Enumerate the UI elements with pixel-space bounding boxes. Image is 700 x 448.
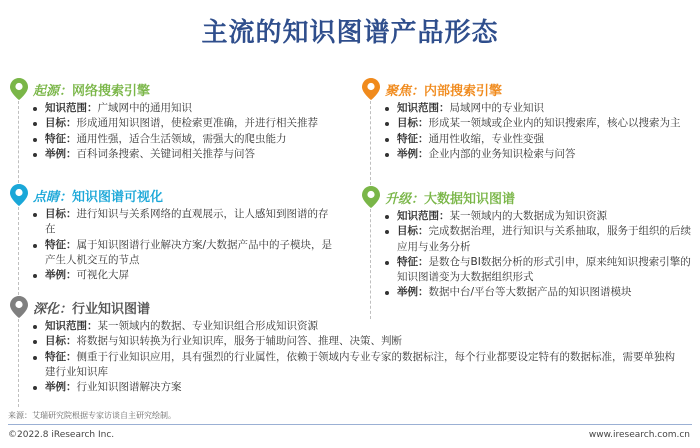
dashed-connector — [370, 101, 371, 185]
item-label: 特征： — [397, 255, 429, 268]
item-label: 特征： — [45, 238, 77, 251]
section-title: 深化： — [33, 301, 73, 317]
list-item — [384, 116, 692, 131]
item-label: 特征： — [397, 132, 429, 145]
section-subtitle: 知识图谱可视化 — [72, 189, 164, 205]
location-pin-icon — [10, 296, 28, 318]
list-item — [32, 319, 682, 334]
list-item — [32, 207, 335, 238]
item-text: 侧重于行业知识应用，具有强烈的行业属性，依赖于领域内专业专家的数据标注，每个行业都要设定特有的数据标准，需要单独构建行业知识库 — [45, 350, 675, 378]
list-item — [384, 101, 692, 116]
item-text: 数据中台/平台等大数据产品的知识图谱模块 — [428, 286, 632, 299]
section-subtitle: 大数据知识图谱 — [424, 191, 516, 207]
item-text: 局域网中的专业知识 — [449, 102, 544, 114]
section-title: 起源： — [33, 83, 73, 99]
item-label: 知识范围： — [397, 210, 450, 222]
item-text: 广域网中的通用知识 — [97, 102, 192, 114]
item-text: 企业内部的业务知识检索与问答 — [428, 147, 576, 160]
dashed-connector — [18, 319, 19, 407]
section-upgrade — [362, 186, 692, 301]
page-title: 主流的知识图谱产品形态 — [201, 18, 499, 48]
location-pin-icon — [362, 78, 380, 100]
item-text: 形成某一领域或企业内的知识搜索库，核心以搜索为主 — [428, 117, 681, 130]
list-item — [384, 255, 692, 286]
item-label: 知识范围： — [45, 102, 98, 114]
item-text: 完成数据治理，进行知识与关系抽取，服务于组织的后续应用与业务分析 — [397, 225, 691, 253]
focused-list — [384, 101, 692, 162]
list-item — [384, 285, 692, 300]
dashed-connector — [18, 101, 19, 183]
item-text: 形成通用知识图谱，使检索更准确，并进行相关推荐 — [76, 117, 318, 130]
focus-list — [32, 207, 335, 283]
origin-list — [32, 101, 335, 162]
item-label: 特征： — [45, 350, 77, 363]
dashed-connector — [18, 207, 19, 295]
section-title: 聚焦： — [385, 83, 425, 99]
item-label: 举例： — [397, 147, 429, 160]
section-subtitle: 行业知识图谱 — [72, 301, 151, 317]
item-label: 知识范围： — [45, 320, 98, 332]
list-item — [32, 116, 335, 131]
section-title: 升级： — [385, 191, 425, 207]
list-item — [32, 101, 335, 116]
source-note: 来源：艾瑞研究院根据专家访谈自主研究绘制。 — [8, 411, 176, 420]
item-label: 特征： — [45, 132, 77, 145]
item-text: 某一领域内的数据、专业知识组合形成知识资源 — [97, 320, 318, 332]
item-text: 将数据与知识转换为行业知识库，服务于辅助问答、推理、决策、判断 — [76, 335, 402, 348]
footer-divider — [8, 424, 692, 425]
upgrade-list — [384, 209, 692, 301]
section-title: 点睛： — [33, 189, 73, 205]
section-origin — [10, 78, 335, 162]
item-label: 目标： — [45, 335, 77, 348]
item-text: 是数仓与BI数据分析的形式引申，原来纯知识搜索引擎的知识图谱变为大数据组织形式 — [397, 255, 691, 284]
list-item — [32, 380, 682, 395]
item-label: 举例： — [45, 381, 77, 394]
item-text: 行业知识图谱解决方案 — [76, 381, 182, 394]
item-text: 通用性收缩，专业性变强 — [428, 132, 544, 145]
list-item — [32, 147, 335, 162]
item-label: 知识范围： — [397, 102, 450, 114]
item-text: 属于知识图谱行业解决方案/大数据产品中的子模块，是产生人机交互的节点 — [45, 238, 333, 266]
list-item — [32, 268, 335, 283]
item-label: 举例： — [397, 286, 429, 299]
deepen-list — [32, 319, 682, 395]
list-item — [32, 238, 335, 269]
list-item — [384, 224, 692, 255]
item-label: 目标： — [45, 117, 77, 130]
item-label: 目标： — [397, 225, 429, 238]
item-label: 目标： — [397, 117, 429, 130]
item-label: 举例： — [45, 147, 77, 160]
list-item — [32, 132, 335, 147]
location-pin-icon — [362, 186, 380, 208]
section-subtitle: 内部搜索引擎 — [424, 83, 503, 99]
dashed-connector — [370, 209, 371, 319]
item-text: 通用性强，适合生活领域，需强大的爬虫能力 — [76, 132, 287, 145]
section-focus — [10, 184, 335, 283]
location-pin-icon — [10, 78, 28, 100]
list-item — [384, 209, 692, 224]
website-link[interactable]: www.iresearch.com.cn — [588, 430, 690, 440]
item-text: 可视化大屏 — [76, 269, 129, 282]
item-text: 某一领域内的大数据成为知识资源 — [449, 210, 607, 222]
item-text: 进行知识与关系网络的直观展示，让人感知到图谱的存在 — [45, 208, 329, 236]
list-item — [32, 350, 682, 381]
list-item — [384, 132, 692, 147]
list-item — [384, 147, 692, 162]
copyright: ©2022.8 iResearch Inc. — [8, 430, 115, 440]
section-subtitle: 网络搜索引擎 — [72, 83, 151, 99]
item-label: 目标： — [45, 208, 77, 220]
location-pin-icon — [10, 184, 28, 206]
item-text: 百科词条搜索、关键词相关推荐与问答 — [76, 147, 255, 160]
item-label: 举例： — [45, 269, 77, 282]
section-deepen — [10, 296, 690, 395]
section-focused — [362, 78, 692, 162]
list-item — [32, 334, 682, 349]
